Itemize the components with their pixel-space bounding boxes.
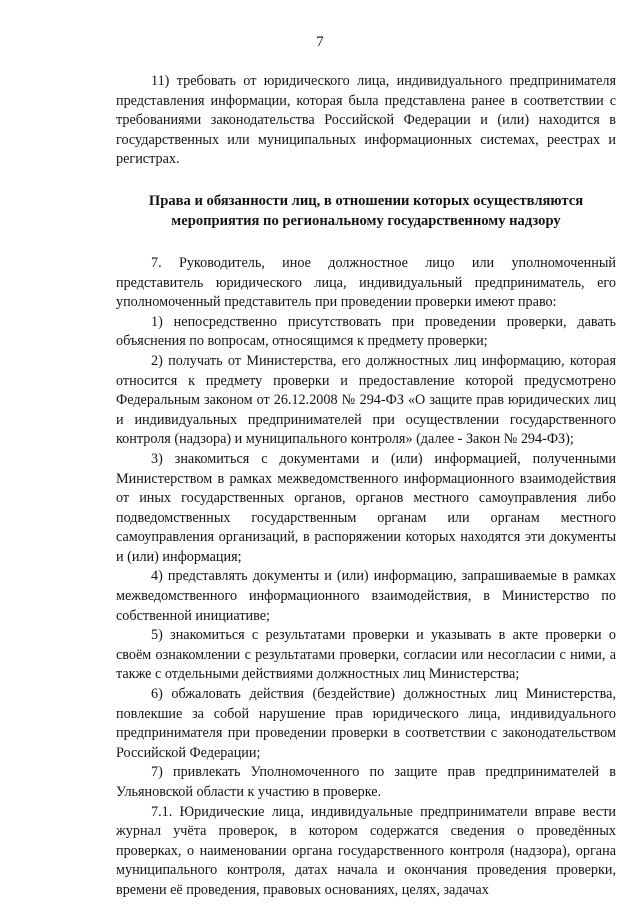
right-item-4: 4) представлять документы и (или) информацию, запрашиваемые в рамках межведомственного информационного взаимодействия, в Министерство по собственной инициативе; [116, 568, 616, 624]
right-item-3: 3) знакомиться с документами и (или) информацией, полученными Министерством в рамках межведомственного информационного взаимодействия от иных государственных органов, органов местного самоуправления либо подведомственных государственным органам или органам местного самоуправления организаций, в распоряжении которых находятся эти документы и (или) информация; [116, 450, 616, 565]
right-item-6: 6) обжаловать действия (бездействие) должностных лиц Министерства, повлекшие за собой нарушение прав юридического лица, индивидуального предпринимателя при проведении проверки в соответствии с законодательством Российской Федерации; [116, 686, 616, 761]
right-item-5: 5) знакомиться с результатами проверки и указывать в акте проверки о своём ознакомлении с результатами проверки, согласии или несогласии с ними, а также с отдельными действиями должностных лиц Министерства; [116, 627, 616, 683]
document-body [116, 72, 616, 901]
right-item-7: 7) привлекать Уполномоченного по защите прав предпринимателей в Ульяновской области к участию в проверке. [116, 764, 616, 800]
list-item-11: 11) требовать от юридического лица, индивидуального предпринимателя представления информации, которая была представлена ранее в соответствии с требованиями законодательства Российской Федерации и (или) находится в государственных или муниципальных информационных системах, реестрах и регистрах. [116, 73, 616, 168]
right-item-1: 1) непосредственно присутствовать при проведении проверки, давать объяснения по вопросам, относящимся к предмету проверки; [116, 313, 616, 350]
right-item-2: 2) получать от Министерства, его должностных лиц информацию, которая относится к предмету проверки и предоставление которой предусмотрено Федеральным законом от 26.12.2008 № 294-ФЗ «О защите прав юридических лиц и индивидуальных предпринимателей при осуществлении государственного контроля (надзора) и муниципального контроля» (далее - Закон № 294-ФЗ); [116, 352, 616, 448]
paragraph-7-1: 7.1. Юридические лица, индивидуальные предприниматели вправе вести журнал учёта проверок, в котором содержатся сведения о проведённых проверках, о наименовании органа государственного контроля (надзора), органа муниципального контроля, датах начала и окончания проведения проверки, времени её проведения, правовых основаниях, целях, задачах [116, 803, 616, 898]
paragraph-7: 7. Руководитель, иное должностное лицо или уполномоченный представитель юридического лица, индивидуальный предприниматель, его уполномоченный представитель при проведении проверки имеют право: [116, 254, 616, 311]
section-heading: Права и обязанности лиц, в отношении которых осуществляются мероприятия по региональному государственному надзору [148, 192, 584, 229]
page-number: 7 [316, 34, 324, 50]
